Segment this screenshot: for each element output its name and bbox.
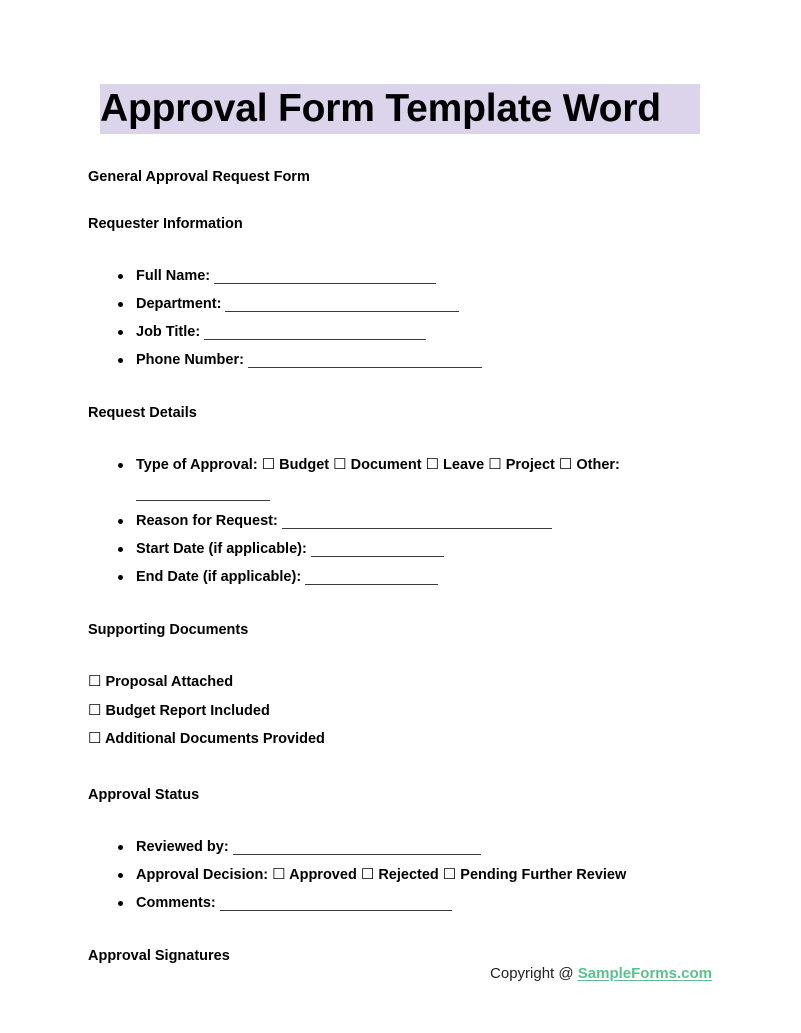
field-label: Start Date (if applicable): <box>136 541 307 557</box>
document-subtitle: General Approval Request Form <box>88 169 310 185</box>
copyright-text: Copyright @ <box>490 965 574 982</box>
spacer <box>88 423 728 451</box>
list-item <box>88 507 728 535</box>
brand-link[interactable]: SampleForms.com <box>577 965 712 982</box>
other-wrap-line <box>136 479 728 507</box>
checkbox-label: Additional Documents Provided <box>104 731 325 747</box>
fill-in-rule[interactable] <box>214 282 436 284</box>
field-label: Full Name: <box>136 268 211 284</box>
option-label-pending-further-review: Pending Further Review <box>460 866 627 883</box>
checkbox-icon[interactable]: ☐ <box>360 865 375 883</box>
list-item <box>88 290 728 318</box>
list-item <box>88 563 728 591</box>
footer <box>0 963 712 985</box>
checkbox-row-additional-documents-provided[interactable] <box>88 725 728 754</box>
field-label: Comments: <box>136 894 216 911</box>
option-label-project: Project <box>505 457 555 473</box>
document-body <box>88 168 728 966</box>
supporting-documents-list <box>88 668 728 754</box>
checkbox-icon[interactable]: ☐ <box>442 865 457 883</box>
checkbox-icon[interactable]: ☐ <box>88 673 102 690</box>
option-label-document: Document <box>350 457 422 473</box>
field-label: Type of Approval: <box>136 457 258 473</box>
list-item <box>88 318 728 346</box>
fill-in-rule[interactable] <box>136 499 270 501</box>
checkbox-icon[interactable]: ☐ <box>261 456 276 473</box>
request-details-list <box>88 451 728 591</box>
list-item <box>88 535 728 563</box>
field-label: Reviewed by: <box>136 838 229 855</box>
checkbox-icon[interactable]: ☐ <box>425 456 440 473</box>
fill-in-rule[interactable] <box>204 338 426 340</box>
option-label-leave: Leave <box>443 457 485 473</box>
spacer <box>88 917 728 947</box>
checkbox-icon[interactable]: ☐ <box>558 456 573 473</box>
checkbox-label: Budget Report Included <box>105 702 270 719</box>
fill-in-rule[interactable] <box>233 853 481 855</box>
field-label: Reason for Request: <box>136 513 278 529</box>
checkbox-row-proposal-attached[interactable] <box>88 668 728 697</box>
spacer <box>88 187 728 215</box>
heading-approval-status: Approval Status <box>88 786 200 803</box>
spacer <box>88 805 728 833</box>
option-label-rejected: Rejected <box>378 866 439 883</box>
checkbox-icon[interactable]: ☐ <box>488 456 502 473</box>
checkbox-icon[interactable]: ☐ <box>272 865 286 883</box>
list-item <box>88 861 728 889</box>
heading-supporting-documents: Supporting Documents <box>88 622 249 638</box>
field-label: Phone Number: <box>136 352 244 368</box>
list-item <box>88 833 728 861</box>
field-label: Job Title: <box>136 324 201 340</box>
fill-in-rule[interactable] <box>282 527 552 529</box>
heading-request-details: Request Details <box>88 405 197 421</box>
approval-status-list <box>88 833 728 917</box>
spacer <box>88 591 728 621</box>
fill-in-rule[interactable] <box>248 366 482 368</box>
requester-field-list <box>88 262 728 374</box>
spacer <box>88 234 728 262</box>
checkbox-label: Proposal Attached <box>105 674 234 690</box>
fill-in-rule[interactable] <box>225 310 459 312</box>
page-title: Approval Form Template Word <box>100 84 700 134</box>
field-label: Approval Decision: <box>136 866 269 883</box>
option-label-budget: Budget <box>279 457 330 473</box>
checkbox-icon[interactable]: ☐ <box>88 730 102 747</box>
fill-in-rule[interactable] <box>305 583 438 585</box>
fill-in-rule[interactable] <box>220 909 452 911</box>
option-label-other: Other: <box>576 457 620 473</box>
fill-in-rule[interactable] <box>311 555 444 557</box>
spacer <box>88 640 728 668</box>
field-label: End Date (if applicable): <box>136 569 302 585</box>
option-label-approved: Approved <box>289 866 357 883</box>
spacer <box>88 374 728 404</box>
list-item <box>88 451 728 507</box>
list-item <box>88 262 728 290</box>
field-label: Department: <box>136 296 222 312</box>
heading-requester-information: Requester Information <box>88 216 243 232</box>
list-item <box>88 889 728 917</box>
list-item <box>88 346 728 374</box>
heading-approval-signatures: Approval Signatures <box>88 947 230 964</box>
checkbox-row-budget-report-included[interactable] <box>88 697 728 726</box>
checkbox-icon[interactable]: ☐ <box>88 701 102 719</box>
checkbox-icon[interactable]: ☐ <box>333 456 347 473</box>
spacer <box>88 754 728 786</box>
